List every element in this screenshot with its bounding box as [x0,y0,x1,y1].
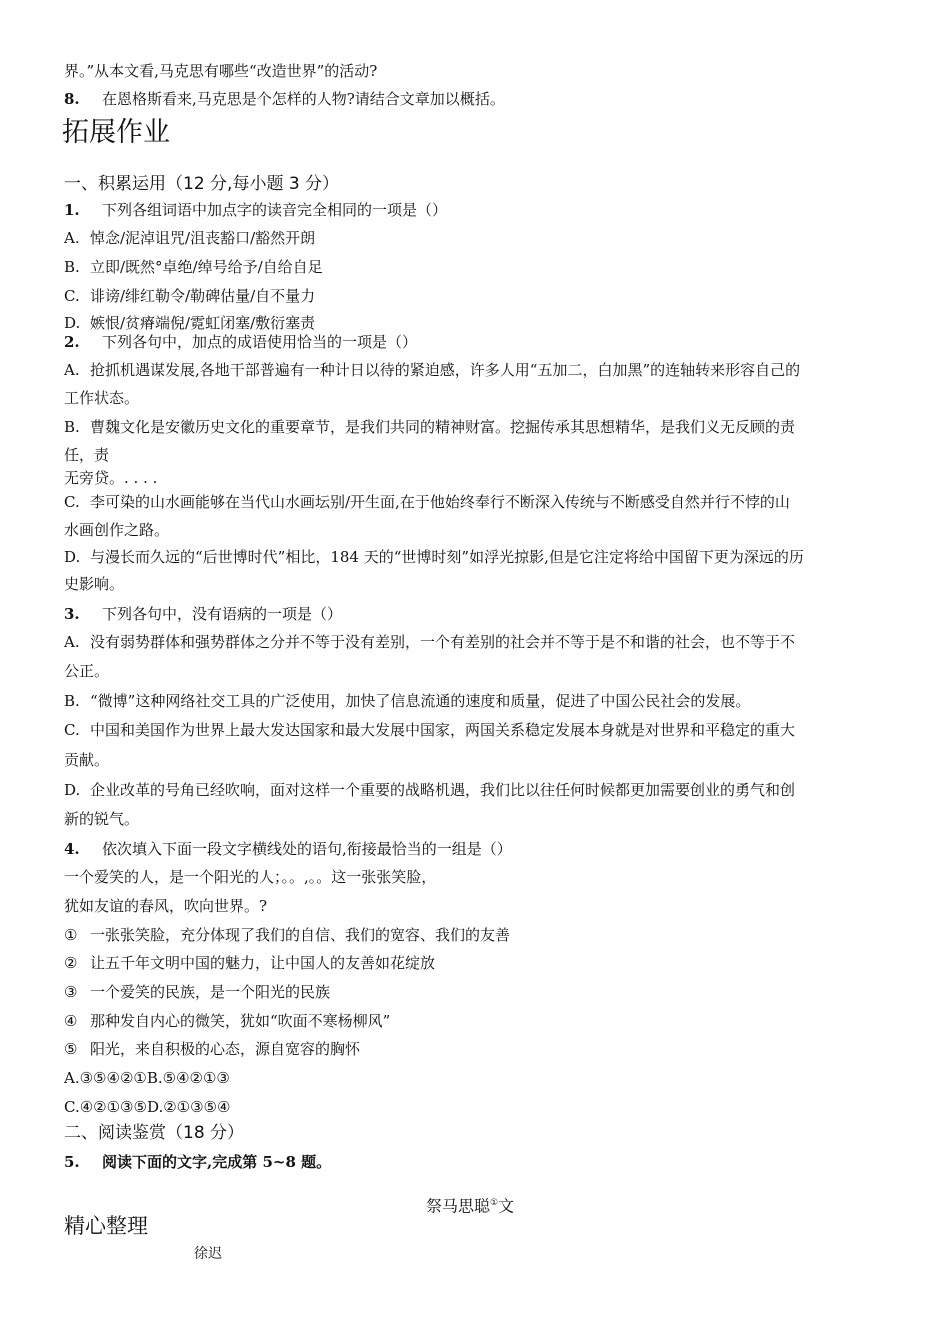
option-text: 悼念/泥淖诅咒/沮丧豁口/豁然开朗 [90,229,316,247]
option-label: D. [64,314,81,332]
option-text: 诽谤/绯红勒令/勒碑估量/自不量力 [90,287,316,305]
option-line [64,313,315,333]
question-1 [64,200,447,220]
option-line [64,417,795,437]
item-mark: ② [64,954,78,972]
option-text: “微博”这种网络社交工具的广泛使用，加快了信息流通的速度和质量，促进了中国公民社会的发展。 [90,692,751,710]
option-line [64,632,795,652]
question-8 [64,89,505,109]
question-stem: 阅读下面的文字,完成第 5~8 题。 [102,1153,332,1171]
option-label: A. [64,633,80,651]
numbered-item [64,1039,360,1059]
option-line [64,257,323,277]
option-label: C. [64,493,80,511]
item-mark: ④ [64,1012,78,1030]
option-line [64,286,315,306]
option-continuation: 公正。 [64,662,110,680]
text-line: 界。”从本文看,马克思有哪些“改造世界”的活动? [64,62,378,80]
question-stem: 下列各组词语中加点字的读音完全相同的一项是（） [102,201,448,219]
option-continuation: 无旁贷。. . . . [64,469,158,487]
option-line [64,492,790,512]
option-continuation: 新的锐气。 [64,810,140,828]
item-text: 一个爱笑的民族，是一个阳光的民族 [90,983,331,1001]
answer-choices: C.④②①③⑤D.②①③⑤④ [64,1098,231,1116]
question-4 [64,839,512,859]
item-mark: ③ [64,983,78,1001]
watermark-text: 精心整理 [64,1214,148,1238]
option-text: 与漫长而久远的“后世博时代”相比，184 天的“世博时刻”如浮光掠影,但是它注定将给中国留下更为深远的历 [90,548,804,566]
option-label: B. [64,692,80,710]
question-stem: 下列各句中，加点的成语使用恰当的一项是（） [102,333,418,351]
numbered-item [64,982,330,1002]
item-text: 阳光，来自积极的心态，源自宽容的胸怀 [90,1040,361,1058]
item-mark: ① [64,926,78,944]
option-label: B. [64,258,80,276]
item-mark: ⑤ [64,1040,78,1058]
option-continuation: 贡献。 [64,751,110,769]
question-stem: 在恩格斯看来,马克思是个怎样的人物?请结合文章加以概括。 [102,90,505,108]
option-text: 嫉恨/贫瘠端倪/霓虹闭塞/敷衍塞责 [90,314,316,332]
numbered-item [64,1011,390,1031]
section-title: 拓展作业 [62,117,170,148]
option-line [64,691,750,711]
option-label: C. [64,721,80,739]
numbered-item [64,925,510,945]
option-text: 抢抓机遇谋发展,各地干部普遍有一种计日以待的紧迫感，许多人用“五加二，白加黑”的连轴转来形容自己的 [90,361,801,379]
option-line [64,228,315,248]
option-text: 中国和美国作为世界上最大发达国家和最大发展中国家，两国关系稳定发展本身就是对世界和平稳定的重大 [90,721,796,739]
item-text: 一张张笑脸，充分体现了我们的自信、我们的宽容、我们的友善 [90,926,511,944]
footnote-mark: ① [490,1198,499,1208]
article-title [426,1193,514,1216]
question-stem: 下列各句中，没有语病的一项是（） [102,605,343,623]
answer-choices: A.③⑤④②①B.⑤④②①③ [64,1069,230,1087]
option-label: A. [64,229,80,247]
option-continuation: 任，责 [64,446,110,464]
option-label: D. [64,781,81,799]
passage-line: 犹如友谊的春风，吹向世界。? [64,897,268,915]
option-label: D. [64,548,81,566]
passage-line: 一个爱笑的人，是一个阳光的人；。。,。。这一张张笑脸， [64,868,437,886]
question-stem: 依次填入下面一段文字横线处的语句,衔接最恰当的一组是（） [102,840,512,858]
part2-heading: 二、阅读鉴赏（18 分） [64,1123,245,1143]
article-title-text: 祭马思聪 [426,1196,491,1216]
article-title-suffix: 文 [498,1196,515,1216]
item-text: 让五千年文明中国的魅力，让中国人的友善如花绽放 [90,954,436,972]
question-number: 4. [64,840,80,858]
option-line [64,360,800,380]
item-text: 那种发自内心的微笑，犹如“吹面不寒杨柳风” [90,1012,391,1030]
question-5 [64,1152,331,1172]
question-2 [64,332,417,352]
part1-heading: 一、积累运用（12 分,每小题 3 分） [64,174,340,194]
article-author: 徐迟 [194,1246,222,1262]
option-continuation: 工作状态。 [64,389,140,407]
question-number: 5. [64,1153,80,1171]
question-number: 2. [64,333,80,351]
option-label: A. [64,361,80,379]
option-label: C. [64,287,80,305]
question-number: 3. [64,605,80,623]
numbered-item [64,953,435,973]
option-continuation: 史影响。 [64,575,125,593]
question-3 [64,604,342,624]
option-line [64,780,795,800]
option-text: 李可染的山水画能够在当代山水画坛别/开生面,在于他始终奉行不断深入传统与不断感受自然并行不悖的山 [90,493,790,511]
option-line [64,720,795,740]
question-number: 8. [64,90,80,108]
option-text: 没有弱势群体和强势群体之分并不等于没有差别，一个有差别的社会并不等于是不和谐的社会，也不等于不 [90,633,796,651]
option-line [64,547,804,567]
question-number: 1. [64,201,80,219]
option-continuation: 水画创作之路。 [64,521,170,539]
option-text: 立即/既然°卓绝/绰号给予/自给自足 [90,258,323,276]
option-label: B. [64,418,80,436]
option-text: 曹魏文化是安徽历史文化的重要章节，是我们共同的精神财富。挖掘传承其思想精华，是我们义无反顾的责 [90,418,796,436]
option-text: 企业改革的号角已经吹响，面对这样一个重要的战略机遇，我们比以往任何时候都更加需要创业的勇气和创 [90,781,796,799]
